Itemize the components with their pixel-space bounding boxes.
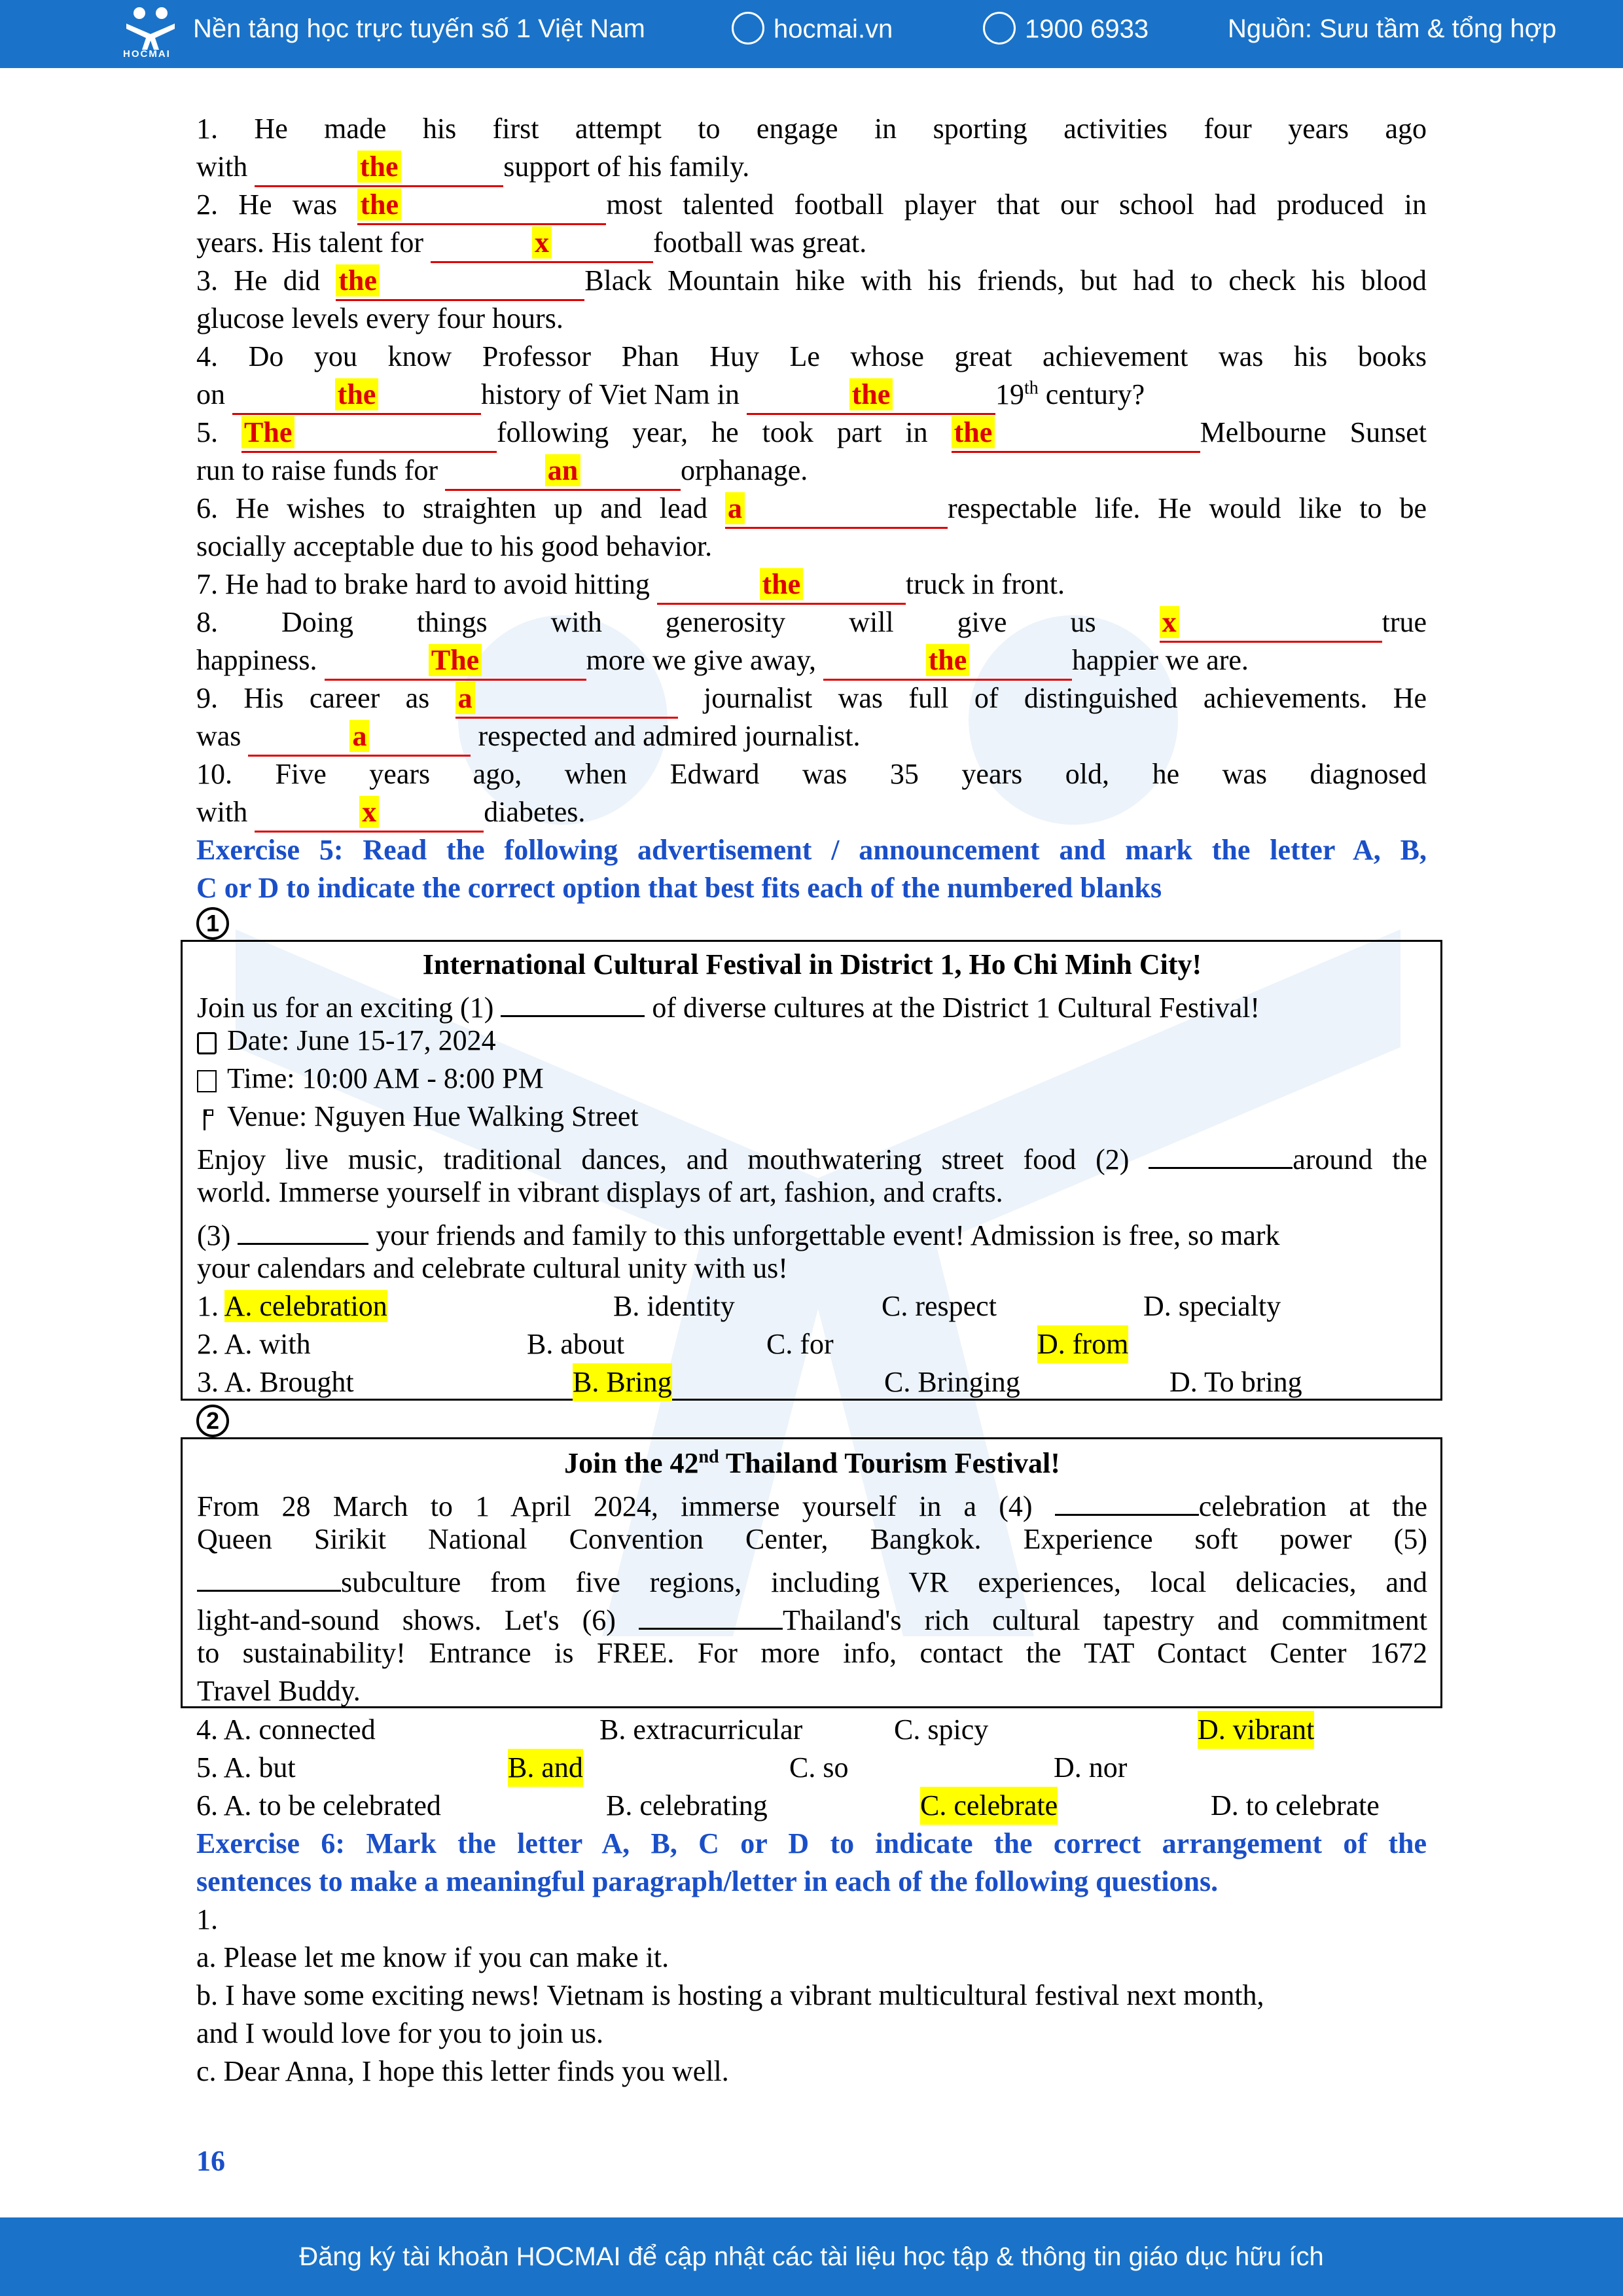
q1-option-a[interactable]: 1. A. celebration bbox=[197, 1290, 387, 1322]
circled-number-2: 2 bbox=[196, 1405, 229, 1437]
ex4-line-13: 7. He had to brake hard to avoid hitting the truck in front. bbox=[196, 565, 1427, 603]
q2-option-a[interactable]: 2. A. with bbox=[197, 1328, 311, 1360]
ex4-line-10: run to raise funds for an orphanage. bbox=[196, 452, 1427, 490]
ad-2-line-4: light-and-sound shows. Let's (6) Thailand's rich cultural tapestry and commitment bbox=[197, 1596, 1427, 1634]
q1-option-d[interactable]: D. specialty bbox=[1143, 1290, 1281, 1322]
ex4-line-14: 8. Doing things with generosity will give us x true bbox=[196, 603, 1427, 641]
ad-1-line-5: Enjoy live music, traditional dances, and mouthwatering street food (2) around the bbox=[197, 1136, 1427, 1174]
ex4-line-12: socially acceptable due to his good behavior. bbox=[196, 530, 713, 562]
footer-text[interactable]: Đăng ký tài khoản HOCMAI để cập nhật các tài liệu học tập & thông tin giáo dục hữu ích bbox=[299, 2242, 1324, 2271]
q4-option-c[interactable]: C. spicy bbox=[894, 1713, 989, 1746]
ex4-line-8: on the history of Viet Nam in the 19th century? bbox=[196, 376, 1427, 414]
q3-option-d[interactable]: D. To bring bbox=[1169, 1366, 1302, 1398]
ad-1-line-7: (3) your friends and family to this unforgettable event! Admission is free, so mark bbox=[197, 1211, 1427, 1249]
ex4-line-19: with x diabetes. bbox=[196, 793, 1427, 831]
calendar-icon bbox=[197, 1032, 217, 1054]
answer-blank[interactable]: x bbox=[431, 227, 653, 263]
blank-1[interactable] bbox=[501, 984, 645, 1017]
q1-option-c[interactable]: C. respect bbox=[882, 1290, 997, 1322]
ad-1-line-1: Join us for an exciting (1) of diverse cultures at the District 1 Cultural Festival! bbox=[197, 984, 1427, 1022]
ex6-sentence-b-line-1: b. I have some exciting news! Vietnam is hosting a vibrant multicultural festival next month, bbox=[196, 1979, 1264, 2011]
ad-2-line-5: to sustainability! Entrance is FREE. For more info, contact the TAT Contact Center 1672 bbox=[197, 1637, 1427, 1669]
ex4-line-18: 10. Five years ago, when Edward was 35 years old, he was diagnosed bbox=[196, 758, 1427, 790]
ad-2-line-1: From 28 March to 1 April 2024, immerse yourself in a (4) celebration at the bbox=[197, 1482, 1427, 1520]
blank-2[interactable] bbox=[1149, 1136, 1293, 1169]
answer-blank[interactable]: a bbox=[725, 493, 948, 529]
answer-blank[interactable]: the bbox=[255, 151, 503, 187]
ex4-line-6: glucose levels every four hours. bbox=[196, 302, 563, 334]
q3-option-a[interactable]: 3. A. Brought bbox=[197, 1366, 354, 1398]
q4-option-b[interactable]: B. extracurricular bbox=[599, 1713, 803, 1746]
blank-4[interactable] bbox=[1055, 1482, 1199, 1516]
page-number: 16 bbox=[196, 2145, 225, 2177]
answer-blank[interactable]: the bbox=[657, 569, 906, 605]
q1-option-b[interactable]: B. identity bbox=[613, 1290, 735, 1322]
q6-option-b[interactable]: B. celebrating bbox=[606, 1789, 768, 1821]
q3-option-c[interactable]: C. Bringing bbox=[884, 1366, 1020, 1398]
answer-blank[interactable]: The bbox=[241, 417, 497, 453]
question-1-options bbox=[197, 1287, 1427, 1325]
logo-text: HOCMAI bbox=[123, 48, 171, 60]
brand-slogan: Nền tảng học trực tuyến số 1 Việt Nam bbox=[193, 14, 645, 43]
exercise-5-title-line-2: C or D to indicate the correct option that best fits each of the numbered blanks bbox=[196, 872, 1162, 904]
ex6-sentence-c: c. Dear Anna, I hope this letter finds you well. bbox=[196, 2055, 729, 2087]
ad-1-title: International Cultural Festival in District 1, Ho Chi Minh City! bbox=[422, 948, 1202, 980]
answer-blank[interactable]: The bbox=[325, 645, 586, 681]
ad-1-date: Date: June 15-17, 2024 bbox=[197, 1022, 1427, 1060]
q4-option-a[interactable]: 4. A. connected bbox=[196, 1713, 376, 1746]
blank-6[interactable] bbox=[639, 1596, 783, 1630]
phone-link[interactable] bbox=[983, 14, 1149, 47]
circled-number-1: 1 bbox=[196, 907, 229, 940]
q5-option-c[interactable]: C. so bbox=[789, 1751, 849, 1784]
q6-option-c[interactable]: C. celebrate bbox=[920, 1787, 1058, 1825]
q6-option-a[interactable]: 6. A. to be celebrated bbox=[196, 1789, 441, 1821]
ex4-line-4: years. His talent for x football was great. bbox=[196, 224, 1427, 262]
ex4-line-1: 1. He made his first attempt to engage in sporting activities four years ago bbox=[196, 113, 1427, 145]
q3-option-b[interactable]: B. Bring bbox=[573, 1363, 672, 1401]
ex6-sentence-b-line-2: and I would love for you to join us. bbox=[196, 2017, 604, 2049]
ad-2-line-3: subculture from five regions, including VR experiences, local delicacies, and bbox=[197, 1558, 1427, 1596]
website-text[interactable]: hocmai.vn bbox=[774, 14, 893, 44]
ex4-line-9: 5. The following year, he took part in the Melbourne Sunset bbox=[196, 414, 1427, 452]
ex6-question-number: 1. bbox=[196, 1903, 218, 1935]
ex4-line-11: 6. He wishes to straighten up and lead a respectable life. He would like to be bbox=[196, 490, 1427, 528]
answer-blank[interactable]: a bbox=[248, 721, 471, 757]
blank-3[interactable] bbox=[238, 1211, 368, 1245]
question-6-options bbox=[196, 1787, 1427, 1825]
ad-1-line-8: your calendars and celebrate cultural unity with us! bbox=[197, 1252, 788, 1284]
answer-blank[interactable]: the bbox=[357, 189, 606, 225]
ex6-sentence-a: a. Please let me know if you can make it. bbox=[196, 1941, 669, 1973]
ad-1-time: Time: 10:00 AM - 8:00 PM bbox=[197, 1060, 1427, 1098]
exercise-6-title-line-1: Exercise 6: Mark the letter A, B, C or D to indicate the correct arrangement of the bbox=[196, 1827, 1427, 1859]
phone-icon bbox=[983, 12, 1016, 45]
question-3-options bbox=[197, 1363, 1427, 1401]
answer-blank[interactable]: the bbox=[823, 645, 1072, 681]
bottom-banner[interactable] bbox=[0, 2217, 1623, 2296]
question-2-options bbox=[197, 1325, 1427, 1363]
answer-blank[interactable]: the bbox=[232, 379, 481, 415]
top-banner bbox=[0, 0, 1623, 68]
answer-blank[interactable]: x bbox=[255, 797, 484, 833]
q4-option-d[interactable]: D. vibrant bbox=[1198, 1711, 1314, 1749]
q6-option-d[interactable]: D. to celebrate bbox=[1211, 1789, 1380, 1821]
ex4-line-3: 2. He was the most talented football player that our school had produced in bbox=[196, 186, 1427, 224]
question-4-options bbox=[196, 1711, 1427, 1749]
ex4-line-5: 3. He did the Black Mountain hike with his friends, but had to check his blood bbox=[196, 262, 1427, 300]
ad-1-line-6: world. Immerse yourself in vibrant displays of art, fashion, and crafts. bbox=[197, 1176, 1003, 1208]
q2-option-b[interactable]: B. about bbox=[527, 1328, 625, 1360]
ad-2-line-6: Travel Buddy. bbox=[197, 1675, 361, 1707]
exercise-5-title-line-1: Exercise 5: Read the following advertisement / announcement and mark the letter A, B, bbox=[196, 834, 1427, 866]
ex4-line-17: was a respected and admired journalist. bbox=[196, 717, 1427, 755]
ad-2-line-2: Queen Sirikit National Convention Center, Bangkok. Experience soft power (5) bbox=[197, 1523, 1427, 1555]
answer-blank[interactable]: the bbox=[336, 265, 584, 301]
website-link[interactable] bbox=[732, 14, 893, 47]
ex4-line-15: happiness. The more we give away, the happier we are. bbox=[196, 641, 1427, 679]
question-5-options bbox=[196, 1749, 1427, 1787]
q5-option-a[interactable]: 5. A. but bbox=[196, 1751, 296, 1784]
ex4-line-16: 9. His career as a journalist was full of distinguished achievements. He bbox=[196, 679, 1427, 717]
answer-blank[interactable]: x bbox=[1160, 607, 1382, 643]
q2-option-d[interactable]: D. from bbox=[1037, 1325, 1128, 1363]
q5-option-d[interactable]: D. nor bbox=[1054, 1751, 1128, 1784]
ex4-line-7: 4. Do you know Professor Phan Huy Le whose great achievement was his books bbox=[196, 340, 1427, 372]
festival-ad-box-1 bbox=[181, 940, 1442, 1401]
ex4-line-2: with the support of his family. bbox=[196, 148, 1427, 186]
ad-1-venue: Venue: Nguyen Hue Walking Street bbox=[197, 1098, 1427, 1136]
blank-5[interactable] bbox=[197, 1558, 341, 1592]
globe-icon bbox=[732, 12, 764, 45]
answer-blank[interactable]: an bbox=[445, 455, 681, 491]
q2-option-c[interactable]: C. for bbox=[766, 1328, 834, 1360]
location-pin-icon bbox=[197, 1108, 217, 1130]
q5-option-b[interactable]: B. and bbox=[508, 1749, 583, 1787]
clock-icon bbox=[197, 1070, 217, 1092]
source-note: Nguồn: Sưu tầm & tổng hợp bbox=[1228, 14, 1557, 43]
ad-2-title: Join the 42nd Thailand Tourism Festival! bbox=[564, 1446, 1060, 1479]
answer-blank[interactable]: the bbox=[952, 417, 1200, 453]
exercise-6-title-line-2: sentences to make a meaningful paragraph/letter in each of the following questions. bbox=[196, 1865, 1219, 1897]
phone-text[interactable]: 1900 6933 bbox=[1025, 14, 1149, 44]
answer-blank[interactable]: the bbox=[747, 379, 995, 415]
festival-ad-box-2 bbox=[181, 1437, 1442, 1708]
answer-blank[interactable]: a bbox=[455, 683, 678, 719]
